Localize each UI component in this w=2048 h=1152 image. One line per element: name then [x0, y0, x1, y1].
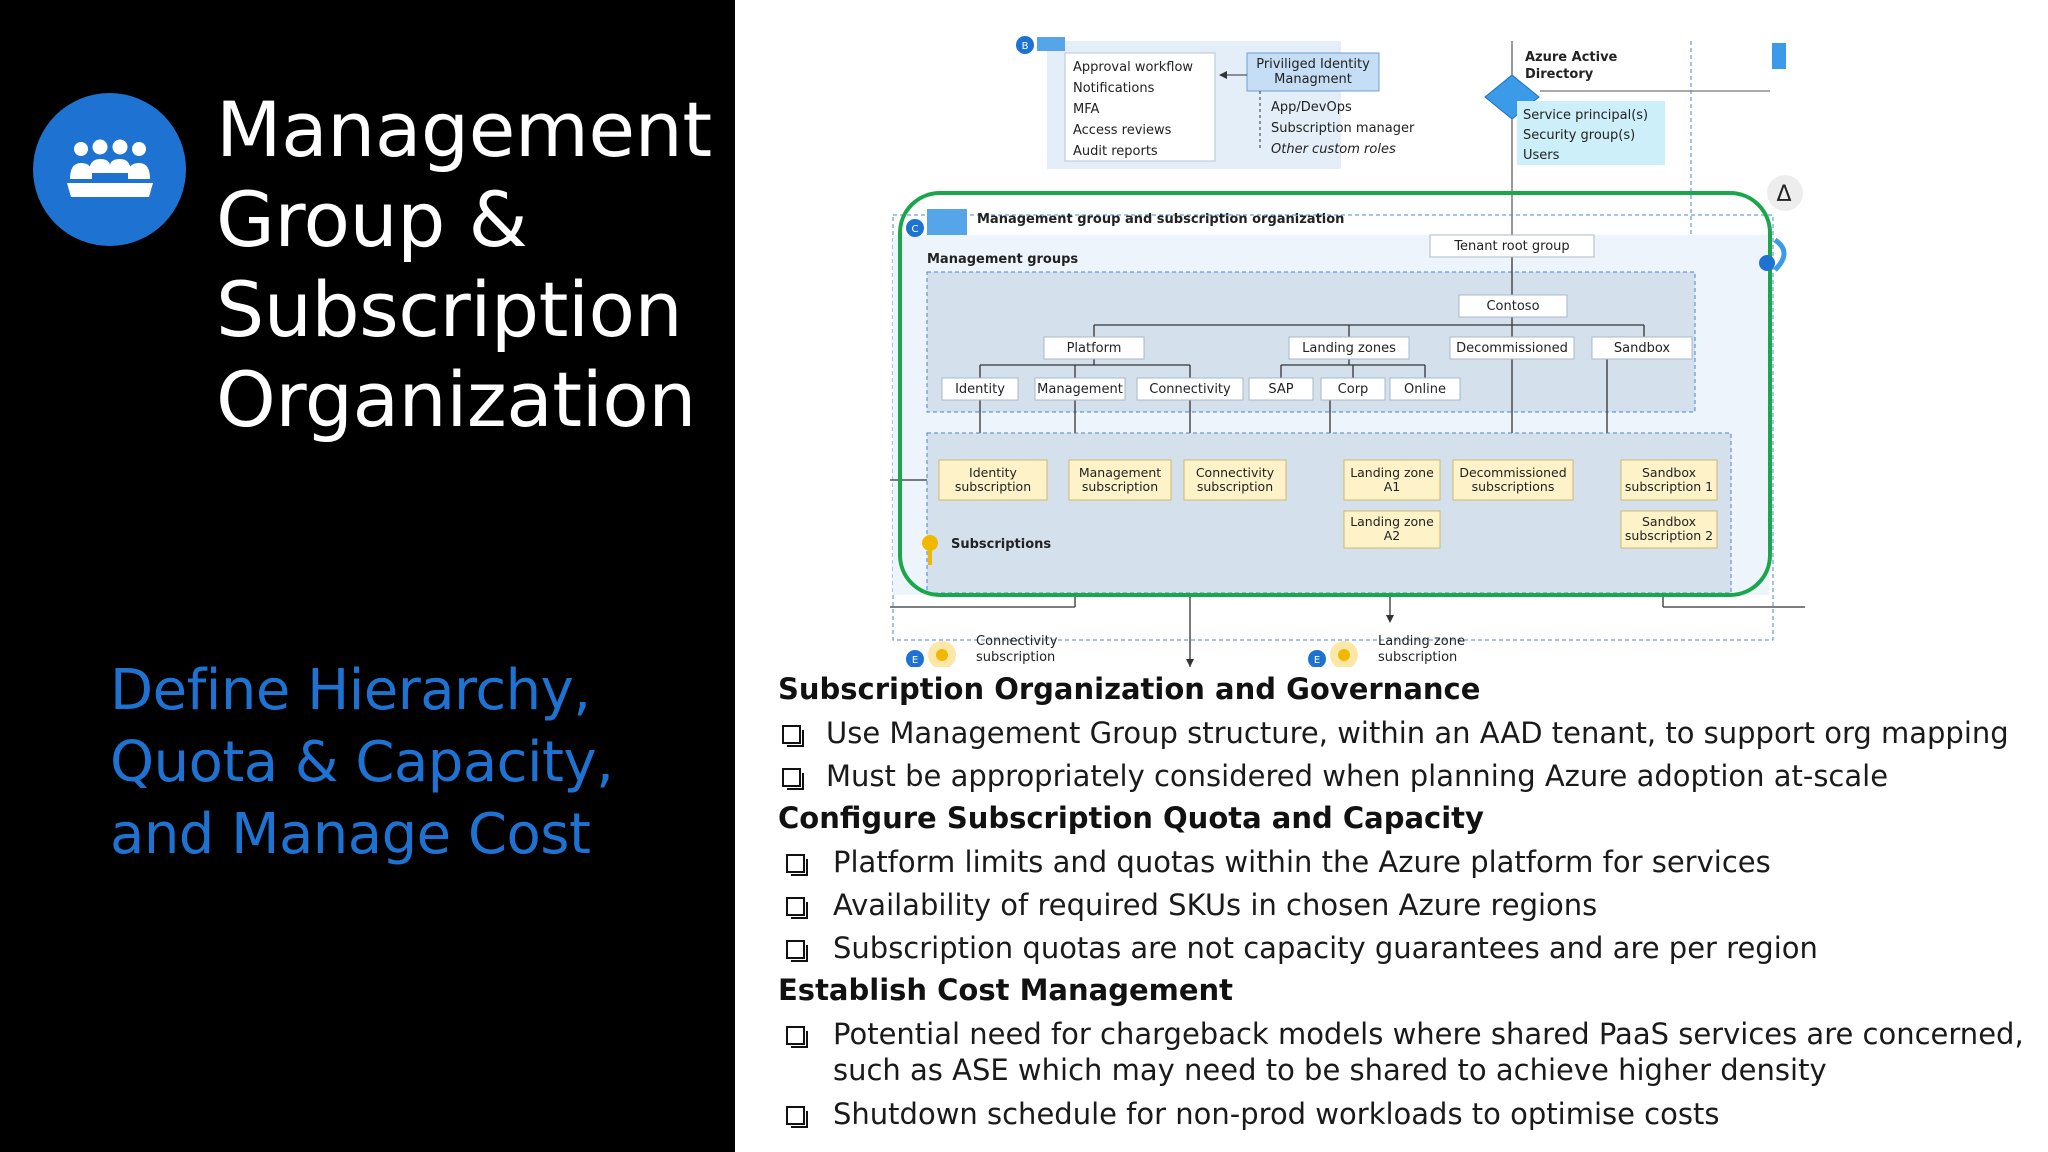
person-icon: Δ: [1776, 182, 1792, 207]
section-heading: Subscription Organization and Governance: [778, 672, 1481, 706]
mg-sap: SAP: [1268, 382, 1294, 397]
sub-connectivity-2: subscription: [1196, 479, 1274, 494]
mg-corp: Corp: [1337, 382, 1369, 397]
aad-item-sp: Service principal(s): [1523, 108, 1649, 123]
aad-title-1: Azure Active: [1525, 50, 1618, 65]
aad-item-users: Users: [1523, 148, 1560, 163]
section-heading: Establish Cost Management: [778, 973, 1234, 1007]
sub-sandbox2-2: subscription 2: [1624, 528, 1714, 543]
management-group-diagram: [885, 35, 1805, 667]
connectivity-key-dot: [936, 649, 948, 661]
pim-title-2: Managment: [1274, 72, 1352, 87]
pim-item-audit-reports: Audit reports: [1073, 144, 1158, 159]
bullet-text: Must be appropriately considered when planning Azure adoption at-scale: [826, 759, 1889, 793]
sub-management-2: subscription: [1081, 479, 1159, 494]
sub-lz-a1-1: Landing zone: [1350, 465, 1434, 480]
checkbox-bullet-icon: [782, 725, 801, 744]
sub-lz-a2-1: Landing zone: [1350, 514, 1434, 529]
bottom-landing-zone-2: subscription: [1378, 650, 1458, 665]
pim-role-custom: Other custom roles: [1271, 142, 1396, 157]
section-heading: Configure Subscription Quota and Capacity: [778, 801, 1484, 835]
subscriptions-area: [927, 433, 1731, 593]
left-title-panel: [0, 0, 735, 1152]
sub-decom-2: subscriptions: [1471, 479, 1555, 494]
mg-contoso: Contoso: [1486, 299, 1540, 314]
bullet-item: [778, 1012, 2028, 1092]
sub-identity-2: subscription: [954, 479, 1032, 494]
checkbox-bullet-icon: [786, 940, 805, 959]
bullet-text: Platform limits and quotas within the Azure platform for services: [833, 845, 1771, 879]
pim-group-icon: [1037, 37, 1065, 51]
section-governance: [778, 668, 2028, 797]
sub-management-1: Management: [1078, 465, 1162, 480]
bullet-text: Availability of required SKUs in chosen Azure regions: [833, 888, 1598, 922]
landing-zone-key-dot: [1338, 649, 1350, 661]
sub-lz-a2-2: A2: [1383, 528, 1401, 543]
sub-connectivity-1: Connectivity: [1195, 465, 1275, 480]
bullet-item: [778, 926, 2028, 969]
mg-sandbox: Sandbox: [1613, 341, 1671, 356]
badge-e2-label: E: [1313, 655, 1321, 666]
pim-role-appdevops: App/DevOps: [1271, 100, 1352, 115]
bullet-item: [778, 754, 2028, 797]
section-title: Management group and subscription organization: [977, 212, 1345, 227]
checkbox-bullet-icon: [782, 768, 801, 787]
bullet-item: [778, 1092, 2028, 1135]
section-cost: [778, 969, 2028, 1135]
sub-identity-1: Identity: [969, 465, 1017, 480]
sub-sandbox1-2: subscription 1: [1624, 479, 1714, 494]
sub-decom-1: Decommissioned: [1459, 465, 1567, 480]
content-sections: [778, 668, 2028, 1135]
bullet-item: [778, 711, 2028, 754]
bullet-text: Shutdown schedule for non-prod workloads to optimise costs: [833, 1097, 1720, 1131]
pim-item-approval: Approval workflow: [1073, 60, 1194, 75]
bottom-landing-zone-1: Landing zone: [1378, 634, 1465, 649]
section-quota: [778, 797, 2028, 969]
arrow-down-landing-zone: [1386, 615, 1394, 623]
arrow-down-connectivity: [1186, 659, 1194, 667]
pim-item-mfa: MFA: [1073, 102, 1100, 117]
mg-management: Management: [1037, 382, 1123, 397]
aad-item-sg: Security group(s): [1523, 128, 1636, 143]
checkbox-bullet-icon: [786, 1026, 805, 1045]
slide-title: Management Group & Subscription Organization: [216, 85, 712, 444]
pim-role-subscription-manager: Subscription manager: [1271, 121, 1415, 136]
mg-landing-zones: Landing zones: [1302, 341, 1396, 356]
pim-item-access-reviews: Access reviews: [1073, 123, 1172, 138]
badge-e1-label: E: [911, 655, 919, 666]
mg-connectivity: Connectivity: [1149, 382, 1231, 397]
bottom-connectivity-1: Connectivity: [976, 634, 1058, 649]
bullet-item: [778, 840, 2028, 883]
bullet-text: Subscription quotas are not capacity guarantees and are per region: [833, 931, 1818, 965]
people-group-icon: [33, 93, 186, 246]
building-icon: [1772, 43, 1786, 69]
bullet-text: Potential need for chargeback models where shared PaaS services are concerned, such as ASE which may need to be shared to achieve higher density: [833, 1017, 2024, 1087]
bottom-connectivity-2: subscription: [976, 650, 1056, 665]
side-icon: [1775, 240, 1784, 270]
checkbox-bullet-icon: [786, 1106, 805, 1125]
checkbox-bullet-icon: [786, 854, 805, 873]
checkbox-bullet-icon: [786, 897, 805, 916]
mg-tenant-root: Tenant root group: [1454, 239, 1570, 254]
badge-d: [1759, 255, 1775, 271]
mg-decommissioned: Decommissioned: [1456, 341, 1568, 356]
mg-label: Management groups: [927, 252, 1079, 267]
badge-c-label: C: [911, 224, 919, 235]
slide-subtitle: Define Hierarchy, Quota & Capacity, and Manage Cost: [110, 658, 614, 867]
sub-sandbox2-1: Sandbox: [1641, 514, 1697, 529]
pim-item-notifications: Notifications: [1073, 81, 1155, 96]
bullet-item: [778, 883, 2028, 926]
bullet-text: Use Management Group structure, within an AAD tenant, to support org mapping: [826, 716, 2009, 750]
sub-sandbox1-1: Sandbox: [1641, 465, 1697, 480]
pim-title: Priviliged Identity: [1256, 57, 1370, 72]
mg-platform: Platform: [1066, 341, 1122, 356]
badge-b-label: B: [1021, 41, 1029, 52]
mg-online: Online: [1404, 382, 1446, 397]
subscriptions-label: Subscriptions: [951, 537, 1052, 552]
aad-title-2: Directory: [1525, 67, 1594, 82]
sub-lz-a1-2: A1: [1383, 479, 1401, 494]
org-group-icon: [927, 209, 967, 235]
mg-identity: Identity: [955, 382, 1005, 397]
